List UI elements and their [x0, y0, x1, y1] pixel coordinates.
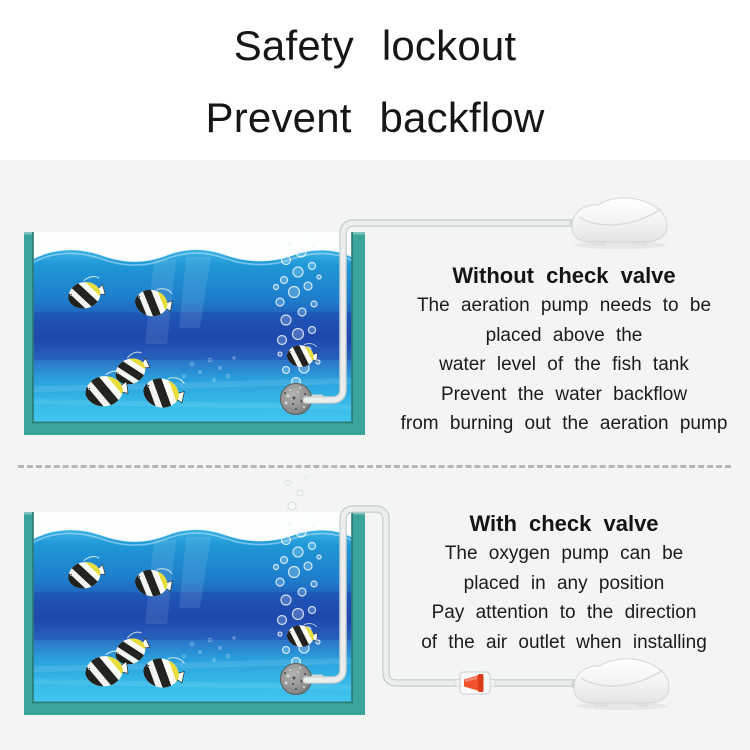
description-line: Pay attention to the direction — [431, 602, 697, 623]
fish-tank-illustration-with-valve — [24, 512, 365, 715]
section-with-check-valve — [378, 509, 750, 657]
section-description — [378, 539, 750, 657]
section-description — [378, 291, 750, 439]
fish-tank-illustration-without-valve — [24, 232, 365, 435]
page-subtitle: Prevent backflow — [205, 94, 545, 141]
description-line: of the air outlet when installing — [421, 631, 707, 653]
dashed-divider — [18, 465, 731, 468]
section-heading: Without check valve — [452, 263, 676, 288]
description-line: water level of the fish tank — [439, 354, 689, 375]
description-line: placed above the — [485, 324, 643, 346]
page-title: Safety lockout — [233, 22, 517, 69]
section-heading: With check valve — [469, 511, 659, 536]
description-line: from burning out the aeration pump — [400, 413, 728, 434]
description-line: placed in any position — [463, 572, 665, 594]
description-line: The oxygen pump can be — [444, 543, 684, 564]
description-line: Prevent the water backflow — [440, 383, 688, 405]
air-bubbles — [286, 475, 309, 510]
description-line: The aeration pump needs to be — [416, 295, 712, 316]
air-pump-illustration — [572, 659, 670, 710]
air-pump-illustration — [570, 198, 668, 249]
check-valve-icon — [455, 672, 495, 694]
section-without-check-valve — [378, 261, 750, 439]
